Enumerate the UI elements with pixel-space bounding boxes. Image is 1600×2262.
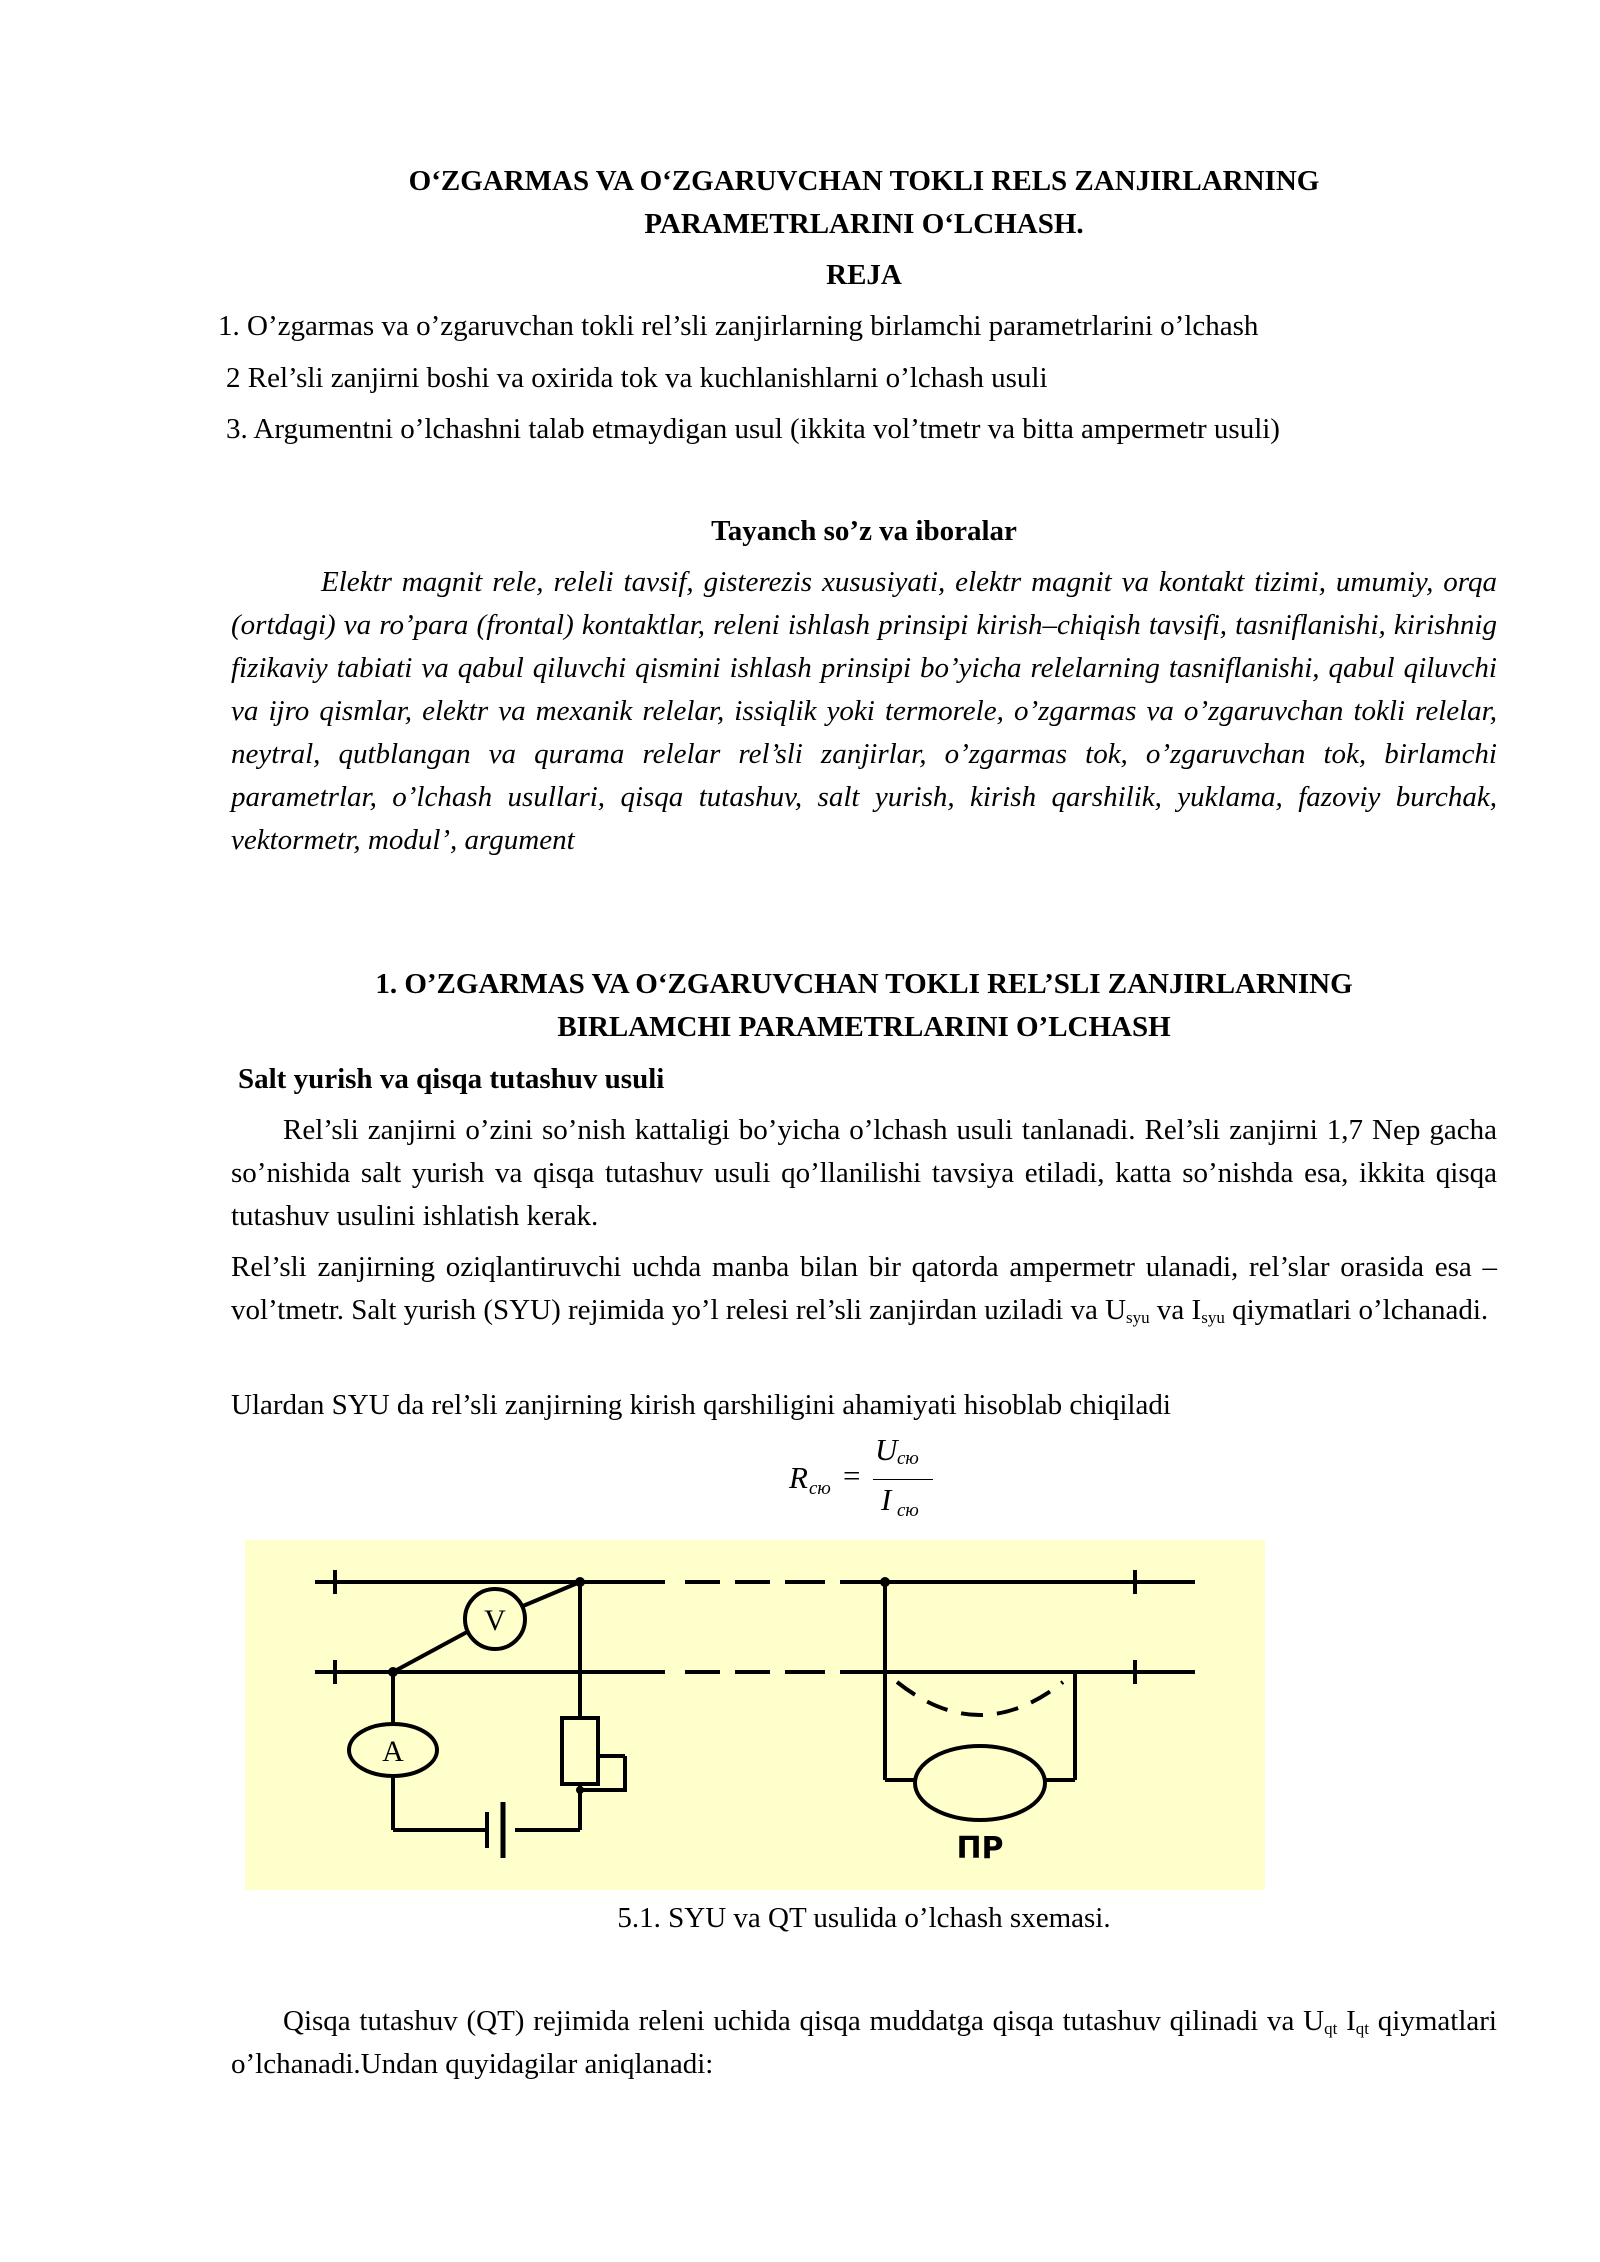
formula-lhs-sub: сю: [809, 1478, 831, 1499]
formula-numerator: U: [875, 1432, 898, 1467]
voltmeter-label: V: [484, 1604, 506, 1637]
measurement-circuit-diagram: [245, 1540, 1265, 1890]
paragraph-4-sub-i: qt: [1355, 2019, 1370, 2038]
ammeter-label: A: [382, 1735, 404, 1768]
document-title-line1: O‘ZGARMAS VA O‘ZGARUVCHAN TOKLI RELS ZANJIRLARNING: [408, 165, 1320, 197]
paragraph-4: [231, 2000, 1497, 2086]
junction-dot: [880, 1577, 890, 1587]
paragraph-2-text-b: va I: [1149, 1294, 1202, 1326]
section-subheading: Salt yurish va qisqa tutashuv usuli: [238, 1063, 665, 1095]
formula-lhs: R: [789, 1460, 808, 1495]
paragraph-4-text-a: Qisqa tutashuv (QT) rejimida releni uchida qisqa muddatga qisqa tutashuv qilinadi va U: [283, 2005, 1325, 2037]
plan-item-1: 1. O’zgarmas va o’zgaruvchan tokli rel’sli zanjirlarning birlamchi parametrlarini o’lchash: [218, 310, 1259, 342]
keywords-heading: Tayanch so’z va iboralar: [711, 515, 1017, 547]
keywords-text: Elektr magnit rele, releli tavsif, gisterezis xususiyati, elektr magnit va kontakt tizimi, umumiy, orqa (ortdagi) va ro’para (frontal) kontaktlar, releni ishlash prinsipi kirish–chiqish tavsifi, tasniflanishi, kirishnig fizikaviy tabiati va qabul qiluvchi qismini ishlash prinsipi bo’yicha relelarning tasniflanishi, qabul qiluvchi va ijro qismlar, elektr va mexanik relelar, issiqlik yoki termorele, o’zgarmas va o’zgaruvchan tokli relelar, neytral, qutblangan va qurama relelar rel’sli zanjirlar, o’zgarmas tok, o’zgaruvchan tok, birlamchi parametrlar, o’lchash usullari, qisqa tutashuv, salt yurish, kirish qarshilik, yuklama, fazoviy burchak, vektormetr, modul’, argument: [231, 566, 1497, 856]
document-title-line2: PARAMETRLARINI O‘LCHASH.: [644, 208, 1084, 240]
paragraph-4-text-c: qiymatlari o’lchanadi.Undan quyidagilar aniqlanadi:: [231, 2005, 1497, 2080]
paragraph-2-text-c: qiymatlari o’lchanadi.: [1224, 1294, 1489, 1326]
paragraph-3: Ulardan SYU da rel’sli zanjirning kirish qarshiligini ahamiyati hisoblab chiqiladi: [231, 1389, 1171, 1421]
junction-dot: [575, 1577, 585, 1587]
paragraph-4-sub-u: qt: [1324, 2019, 1338, 2038]
relay-label: ПР: [956, 1831, 1004, 1866]
junction-dot: [388, 1667, 398, 1677]
section-heading-line2: BIRLAMCHI PARAMETRLARINI O’LCHASH: [557, 1011, 1171, 1043]
formula-input-resistance: [785, 1432, 955, 1522]
plan-item-2: 2 Rel’sli zanjirni boshi va oxirida tok va kuchlanishlarni o’lchash usuli: [226, 362, 1048, 394]
paragraph-2-sub-i: syu: [1201, 1308, 1225, 1327]
formula-numerator-sub: сю: [897, 1448, 919, 1469]
plan-heading: REJA: [826, 259, 902, 291]
paragraph-2-text-a: Rel’sli zanjirning oziqlantiruvchi uchda manba bilan bir qatorda ampermetr ulanadi, rel’slar orasida esa – vol’tmetr. Salt yurish (SYU) rejimida yo’l relesi rel’sli zanjirdan uziladi va U: [231, 1251, 1497, 1326]
paragraph-1: Rel’sli zanjirni o’zini so’nish kattaligi bo’yicha o’lchash usuli tanlanadi. Rel’sli zanjirni 1,7 Nep gacha so’nishida salt yurish va qisqa tutashuv usuli qo’llanilishi tavsiya etiladi, katta so’nishda esa, ikkita qisqa tutashuv usulini ishlatish kerak.: [231, 1114, 1497, 1232]
formula-denominator: I: [881, 1482, 892, 1517]
junction-dot: [576, 1786, 584, 1794]
paragraph-4-text-b: I: [1337, 2005, 1356, 2037]
formula-fraction-bar: [873, 1479, 933, 1480]
section-heading-line1: 1. O’ZGARMAS VA O‘ZGARUVCHAN TOKLI REL’SLI ZANJIRLARNING: [375, 968, 1353, 1000]
plan-item-3: 3. Argumentni o’lchashni talab etmaydigan usul (ikkita vol’tmetr va bitta ampermetr usuli): [226, 413, 1280, 445]
diagram-background: [245, 1540, 1265, 1890]
paragraph-2-sub-u: syu: [1126, 1308, 1150, 1327]
formula-denominator-sub: сю: [897, 1500, 919, 1521]
formula-equals: =: [843, 1458, 861, 1493]
figure-caption: 5.1. SYU va QT usulida o’lchash sxemasi.: [617, 1902, 1111, 1934]
paragraph-2: [231, 1246, 1497, 1332]
